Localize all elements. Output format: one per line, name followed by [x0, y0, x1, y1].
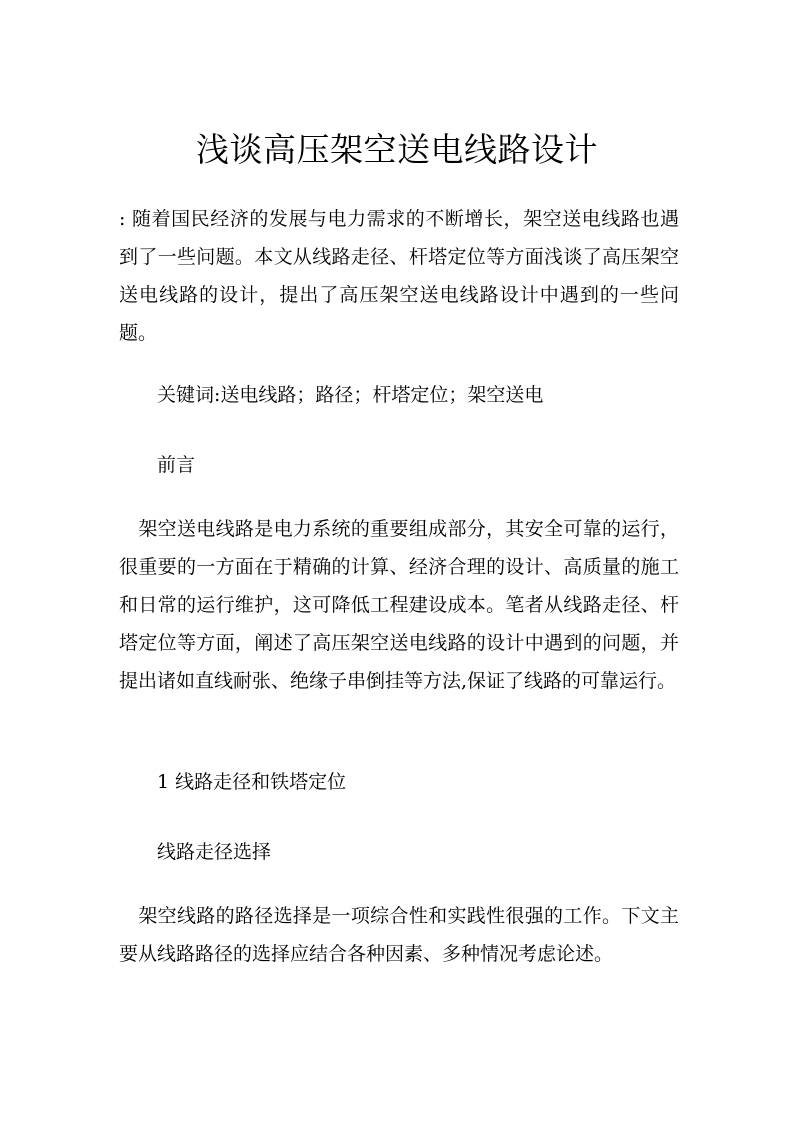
foreword-heading: 前言 — [157, 454, 196, 476]
keywords-line: 关键词:送电线路；路径；杆塔定位；架空送电 — [157, 384, 544, 406]
section-1-heading: 1 线路走径和铁塔定位 — [157, 771, 347, 793]
intro-paragraph: 架空送电线路是电力系统的重要组成部分，其安全可靠的运行，很重要的一方面在于精确的计算、经济合理的设计、高质量的施工和日常的运行维护，这可降低工程建设成本。笔者从线路走径、杆塔定位等方面，阐述了高压架空送电线路的设计中遇到的问题，并提出诸如直线耐张、绝缘子串倒挂等方法,保证了线路的可靠运行。 — [119, 518, 679, 692]
document-title: 浅谈高压架空送电线路设计 — [196, 130, 598, 169]
section-1-1-heading: 线路走径选择 — [157, 841, 272, 863]
abstract-paragraph: : 随着国民经济的发展与电力需求的不断增长，架空送电线路也遇到了一些问题。本文从线路走径、杆塔定位等方面浅谈了高压架空送电线路的设计，提出了高压架空送电线路设计中遇到的一些问题。 — [119, 208, 679, 344]
section-1-1-paragraph: 架空线路的路径选择是一项综合性和实践性很强的工作。下文主要从线路路径的选择应结合各种因素、多种情况考虑论述。 — [119, 905, 679, 965]
